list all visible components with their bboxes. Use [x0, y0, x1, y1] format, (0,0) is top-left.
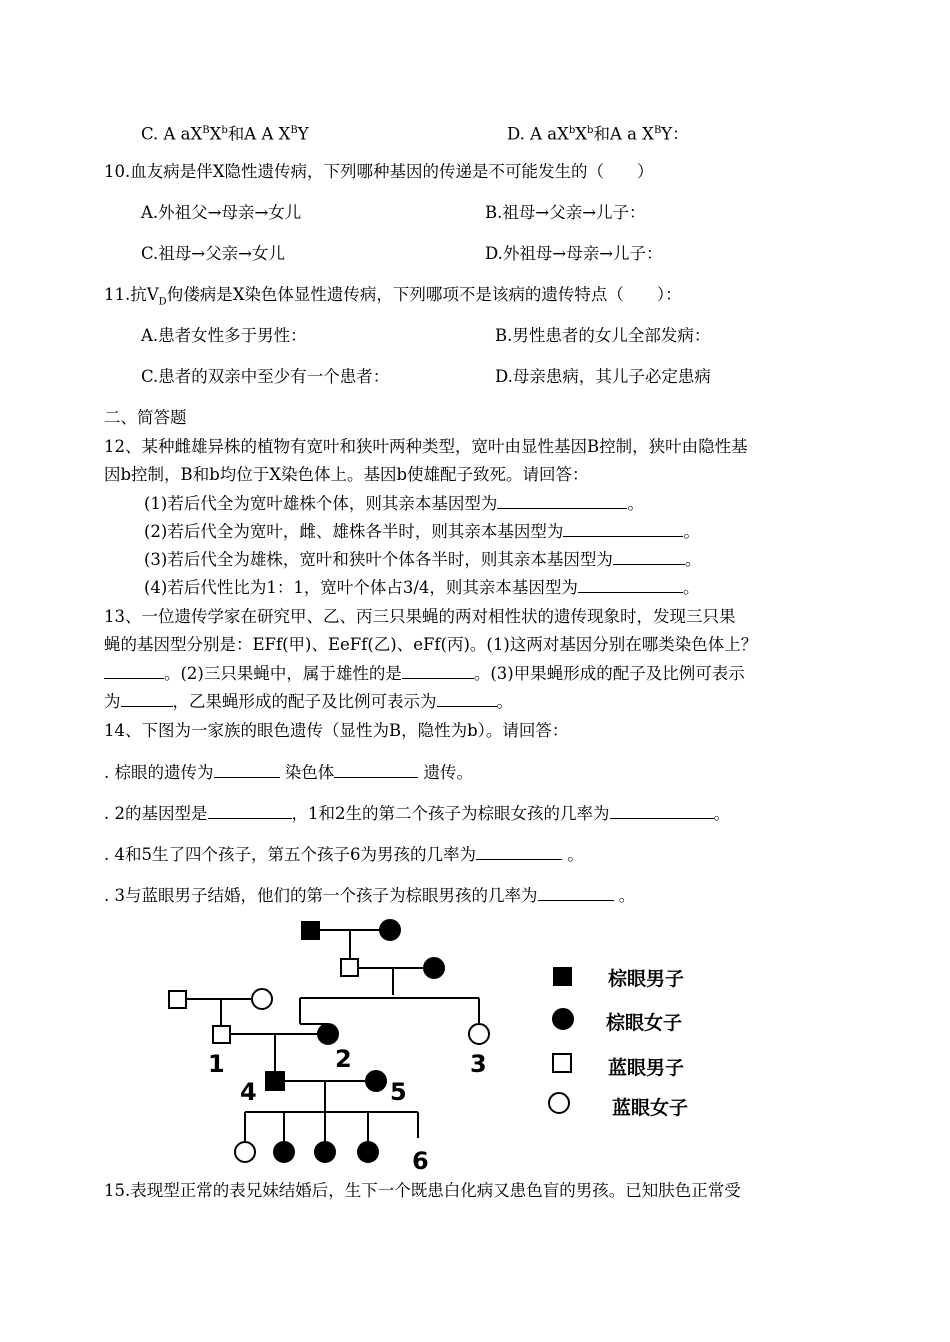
- left-male-blue: [169, 991, 186, 1008]
- q10-option-c: C.祖母→父亲→女儿: [141, 244, 285, 263]
- answer-blank[interactable]: [610, 802, 714, 819]
- pedigree-diagram: [0, 912, 950, 1182]
- q11-stem: 11.抗$V_D$佝偻病是X染色体显性遗传病，下列哪项不是该病的遗传特点（ ）：: [104, 285, 682, 308]
- q10-option-d: D.外祖母→母亲→儿子：: [485, 244, 663, 263]
- answer-blank[interactable]: [402, 662, 474, 679]
- legend-label: 蓝眼男子: [608, 1057, 685, 1079]
- q11-option-d: D.母亲患病，其儿子必定患病: [495, 367, 711, 386]
- child-female-brown: [358, 1142, 378, 1162]
- q13-line3: 。(2)三只果蝇中，属于雄性的是 。(3)甲果蝇形成的配子及比例可表示: [104, 662, 745, 685]
- answer-blank[interactable]: [121, 690, 173, 707]
- legend-label: 棕眼女子: [606, 1012, 683, 1034]
- answer-blank[interactable]: [613, 548, 685, 565]
- answer-blank[interactable]: [538, 884, 614, 901]
- q11-option-a: A.患者女性多于男性：: [141, 326, 307, 345]
- label-6: 6: [412, 1147, 429, 1175]
- section-heading: 二、简答题: [104, 408, 187, 427]
- answer-blank[interactable]: [497, 492, 627, 509]
- gen1-female-brown: [380, 920, 400, 940]
- q9-option-d: D. A $aX^bX^b$和A a $X^BY$：: [507, 124, 689, 144]
- answer-blank[interactable]: [208, 802, 292, 819]
- individual-3-female-blue: [469, 1024, 489, 1044]
- answer-blank[interactable]: [578, 576, 683, 593]
- q14-part-c: . 4和5生了四个孩子，第五个孩子6为男孩的几率为 。: [104, 845, 584, 864]
- legend-label: 棕眼男子: [608, 968, 685, 990]
- answer-blank[interactable]: [104, 662, 164, 679]
- q14-part-a: . 棕眼的遗传为 染色体 遗传。: [104, 763, 473, 782]
- q13-line2: 蝇的基因型分别是：EFf(甲)、EeFf(乙)、eFf(丙)。(1)这两对基因分别在哪类染色体上？: [104, 635, 758, 654]
- q12-sub2: (2)若后代全为宽叶，雌、雄株各半时，则其亲本基因型为 。: [144, 522, 700, 541]
- q9-option-c: C. A $aX^BX^b$和A A $X^BY$: [141, 124, 309, 144]
- legend-open-square-icon: [553, 1054, 571, 1072]
- q14-part-b: . 2的基因型是 ，1和2生的第二个孩子为棕眼女孩的几率为 。: [104, 804, 730, 823]
- label-2: 2: [335, 1045, 352, 1073]
- q12-sub1: (1)若后代全为宽叶雄株个体，则其亲本基因型为 。: [144, 494, 644, 513]
- gen1-male-brown: [302, 922, 319, 939]
- child-female-brown: [274, 1142, 294, 1162]
- answer-blank[interactable]: [563, 520, 683, 537]
- label-4: 4: [240, 1078, 257, 1106]
- q10-option-a: A.外祖父→母亲→女儿: [141, 203, 302, 222]
- q10-option-b: B.祖母→父亲→儿子：: [485, 203, 646, 222]
- q13-line1: 13、一位遗传学家在研究甲、乙、丙三只果蝇的两对相性状的遗传现象时，发现三只果: [104, 607, 736, 626]
- label-3: 3: [470, 1050, 487, 1078]
- individual-4-male-brown: [266, 1072, 284, 1090]
- answer-blank[interactable]: [334, 761, 418, 778]
- answer-blank[interactable]: [214, 761, 280, 778]
- q12-sub4: (4)若后代性比为1：1，宽叶个体占3/4，则其亲本基因型为 。: [144, 578, 700, 597]
- q11-option-b: B.男性患者的女儿全部发病：: [495, 326, 711, 345]
- child-female-blue: [235, 1142, 255, 1162]
- individual-1-male-blue: [213, 1026, 230, 1043]
- q12-sub3: (3)若后代全为雄株，宽叶和狭叶个体各半时，则其亲本基因型为 。: [144, 550, 702, 569]
- q12-line1: 12、某种雌雄异株的植物有宽叶和狭叶两种类型，宽叶由显性基因B控制，狭叶由隐性基: [104, 437, 748, 456]
- individual-2-female-brown: [318, 1024, 338, 1044]
- q11-option-c: C.患者的双亲中至少有一个患者：: [141, 367, 390, 386]
- legend-open-circle-icon: [549, 1093, 569, 1113]
- gen2-female-brown: [424, 958, 444, 978]
- individual-5-female-brown: [366, 1071, 386, 1091]
- q13-line4: 为 ，乙果蝇形成的配子及比例可表示为 。: [104, 692, 513, 711]
- left-female-blue: [252, 989, 272, 1009]
- label-1: 1: [208, 1050, 225, 1078]
- gen2-male-blue: [341, 959, 358, 976]
- q15-line1: 15.表现型正常的表兄妹结婚后，生下一个既患白化病又患色盲的男孩。已知肤色正常受: [104, 1181, 741, 1200]
- label-5: 5: [390, 1078, 407, 1106]
- legend-label: 蓝眼女子: [612, 1097, 689, 1119]
- q10-stem: 10.血友病是伴X隐性遗传病，下列哪种基因的传递是不可能发生的（ ）: [104, 162, 654, 181]
- answer-blank[interactable]: [437, 690, 497, 707]
- q12-line2: 因b控制，B和b均位于X染色体上。基因b使雄配子致死。请回答：: [104, 465, 589, 484]
- legend-filled-square-icon: [554, 968, 571, 985]
- legend-filled-circle-icon: [553, 1009, 573, 1029]
- child-female-brown: [315, 1142, 335, 1162]
- answer-blank[interactable]: [476, 843, 562, 860]
- q14-part-d: . 3与蓝眼男子结婚，他们的第一个孩子为棕眼男孩的几率为 。: [104, 886, 636, 905]
- q14-stem: 14、下图为一家族的眼色遗传（显性为B，隐性为b）。请回答：: [104, 721, 569, 740]
